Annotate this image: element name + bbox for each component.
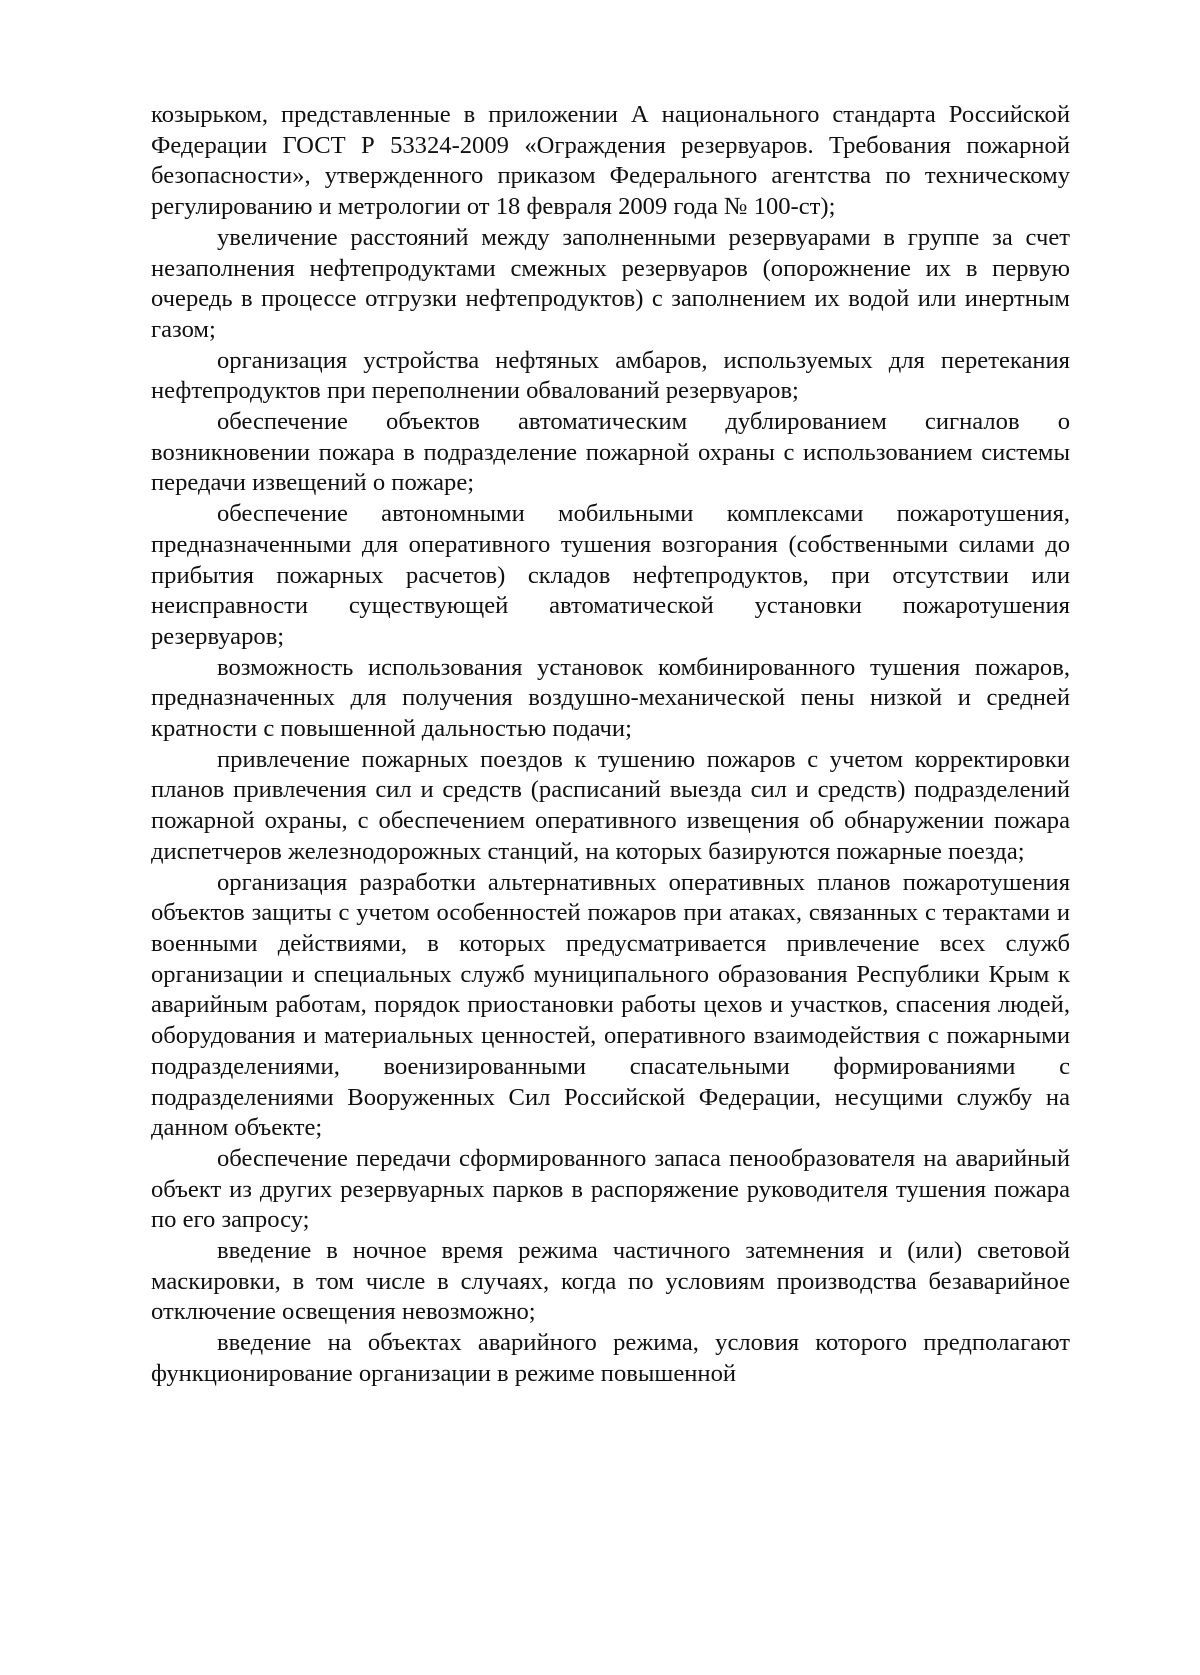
paragraph-mobile-complexes: обеспечение автономными мобильными комплексами пожаротушения, предназначенными для оперативного тушения возгорания (собственными силами до прибытия пожарных расчетов) складов нефтепродуктов, при отсутствии или неисправности существующей автоматической установки пожаротушения резервуаров;	[151, 500, 1070, 650]
paragraph-tank-distance: увеличение расстояний между заполненными резервуарами в группе за счет незаполнения нефтепродуктами смежных резервуаров (опорожнение их в первую очередь в процессе отгрузки нефтепродуктов) с заполнением их водой или инертным газом;	[151, 223, 1070, 343]
document-body	[151, 100, 1070, 1390]
paragraph-combined-extinguishing: возможность использования установок комбинированного тушения пожаров, предназначенных для получения воздушно-механической пены низкой и средней кратности с повышенной дальностью подачи;	[151, 653, 1070, 743]
paragraph-signal-duplication: обеспечение объектов автоматическим дублированием сигналов о возникновении пожара в подразделение пожарной охраны с использованием системы передачи извещений о пожаре;	[151, 408, 1070, 497]
paragraph-oil-barns: организация устройства нефтяных амбаров, используемых для перетекания нефтепродуктов при переполнении обвалований резервуаров;	[151, 346, 1070, 405]
paragraph-foam-supply: обеспечение передачи сформированного запаса пенообразователя на аварийный объект из других резервуарных парков в распоряжение руководителя тушения пожара по его запросу;	[151, 1144, 1070, 1234]
paragraph-alternative-plans: организация разработки альтернативных оперативных планов пожаротушения объектов защиты с учетом особенностей пожаров при атаках, связанных с терактами и военными действиями, в которых предусматривается привлечение всех служб организации и специальных служб муниципального образования Республики Крым к аварийным работам, порядок приостановки работы цехов и участков, спасения людей, оборудования и материальных ценностей, оперативного взаимодействия с пожарными подразделениями, военизированными спасательными формированиями с подразделениями Вооруженных Сил Российской Федерации, несущими службу на данном объекте;	[151, 868, 1070, 1142]
paragraph-emergency-mode: введение на объектах аварийного режима, условия которого предполагают функционирование организации в режиме повышенной	[151, 1329, 1070, 1387]
paragraph-fire-trains: привлечение пожарных поездов к тушению пожаров с учетом корректировки планов привлечения сил и средств (расписаний выезда сил и средств) подразделений пожарной охраны, с обеспечением оперативного извещения об обнаружении пожара диспетчеров железнодорожных станций, на которых базируются пожарные поезда;	[151, 745, 1070, 865]
paragraph-blackout-mode: введение в ночное время режима частичного затемнения и (или) световой маскировки, в том числе в случаях, когда по условиям производства безаварийное отключение освещения невозможно;	[151, 1237, 1070, 1326]
paragraph-continuation: козырьком, представленные в приложении А национального стандарта Российской Федерации ГОСТ Р 53324-2009 «Ограждения резервуаров. Требования пожарной безопасности», утвержденного приказом Федерального агентства по техническому регулированию и метрологии от 18 февраля 2009 года № 100-ст);	[151, 101, 1070, 221]
